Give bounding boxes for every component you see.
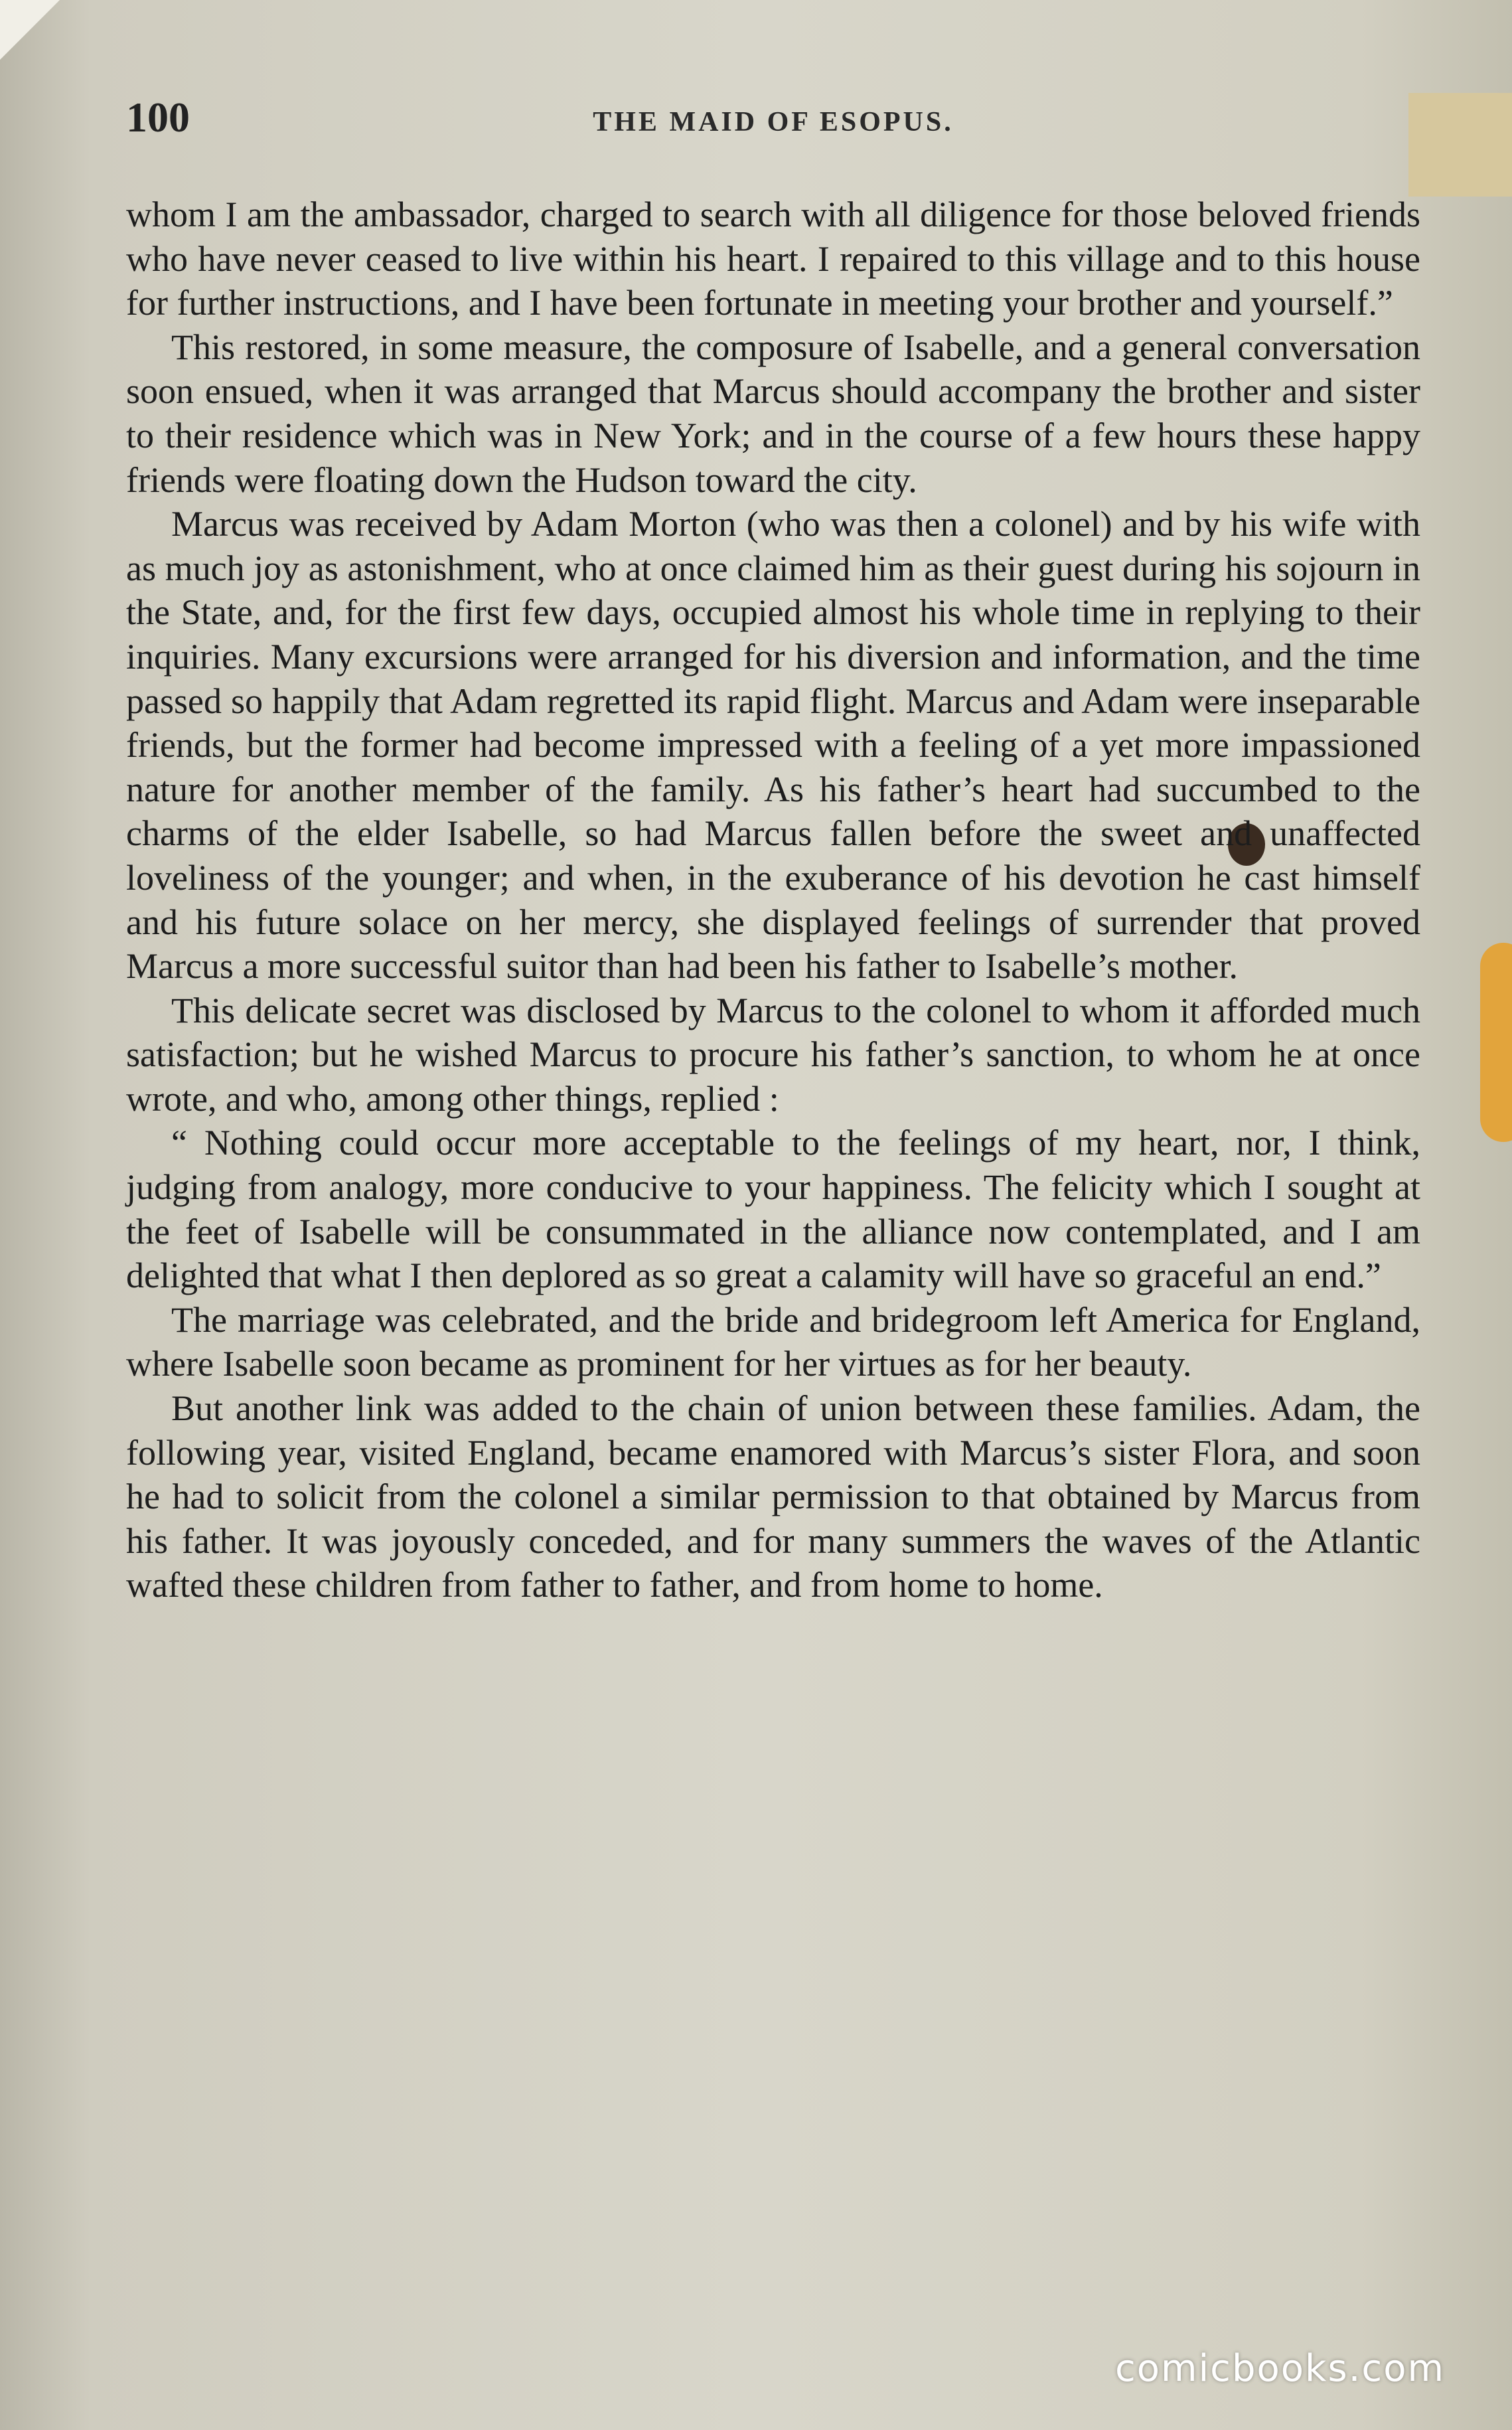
watermark: comicbooks.com bbox=[1115, 2347, 1446, 2390]
paper-tab-mark bbox=[1408, 93, 1512, 197]
page-header bbox=[126, 93, 1420, 153]
running-title: THE MAID OF ESOPUS. bbox=[593, 107, 954, 137]
paragraph: Marcus was received by Adam Morton (who was then a colonel) and by his wife with as much joy as astonishment, who at once claimed him as their guest during his sojourn in the State, and, for the first few days, occupied almost his whole time in replying to their inquiries. Many excursions were arranged for his diversion and information, and the time passed so happily that Adam regretted its rapid flight. Marcus and Adam were inseparable friends, but the former had become impressed with a feeling of a yet more impassioned nature for another member of the family. As his father’s heart had succumbed to the charms of the elder Isabelle, so had Marcus fallen before the sweet and unaffected loveliness of the younger; and when, in the exuberance of his devotion he cast himself and his future solace on her mercy, she displayed feelings of surrender that proved Marcus a more successful suitor than had been his father to Isabelle’s mother. bbox=[126, 504, 1420, 987]
page-number: 100 bbox=[126, 94, 190, 141]
paragraph: But another link was added to the chain of union between these families. Adam, the following year, visited England, became enamored with Marcus’s sister Flora, and soon he had to solicit from the colonel a similar permission to that obtained by Marcus from his father. It was joyously conceded, and for many summers the waves of the Atlantic wafted these children from father to father, and from home to home. bbox=[126, 1388, 1420, 1605]
folded-corner bbox=[0, 0, 60, 60]
body-text bbox=[126, 193, 1420, 1607]
edge-stain bbox=[1480, 943, 1512, 1142]
paragraph: “ Nothing could occur more acceptable to the feelings of my heart, nor, I think, judging from analogy, more conducive to your happiness. The felicity which I sought at the feet of Isabelle will be consummated in the alliance now contemplated, and I am delighted that what I then deplored as so great a calamity will have so graceful an end.” bbox=[126, 1123, 1420, 1296]
paragraph: whom I am the ambassador, charged to search with all diligence for those beloved friends who have never ceased to live within his heart. I repaired to this village and to this house for further instructions, and I have been fortunate in meeting your brother and yourself.” bbox=[126, 195, 1420, 323]
paragraph: The marriage was celebrated, and the bride and bridegroom left America for England, where Isabelle soon became as prominent for her virtues as for her beauty. bbox=[126, 1299, 1420, 1384]
paragraph: This delicate secret was disclosed by Marcus to the colonel to whom it afforded much satisfaction; but he wished Marcus to procure his father’s sanction, to whom he at once wrote, and who, among other things, replied : bbox=[126, 990, 1420, 1119]
paragraph: This restored, in some measure, the composure of Isabelle, and a general conversation soon ensued, when it was arranged that Marcus should accompany the brother and sister to their residence which was in New York; and in the course of a few hours these happy friends were floating down the Hudson toward the city. bbox=[126, 327, 1420, 500]
